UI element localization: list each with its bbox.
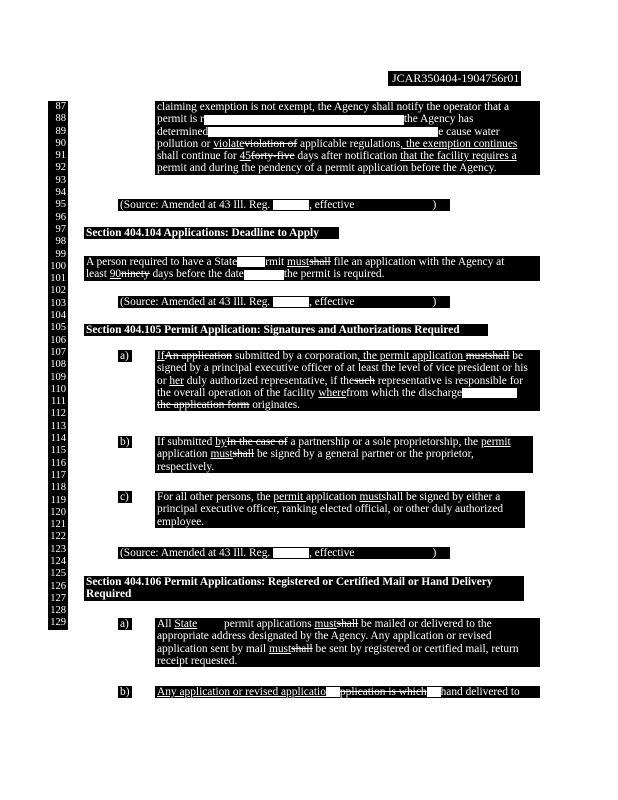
line-number: 122	[50, 531, 66, 543]
line-number: 121	[50, 519, 66, 531]
line-number: 98	[55, 236, 66, 248]
line-number: 117	[50, 469, 66, 481]
line-number: 95	[55, 199, 66, 211]
source-note-1: (Source: Amended at 43 Ill. Reg. , effective )	[118, 199, 450, 211]
line-number: 116	[50, 457, 66, 469]
line-number: 123	[50, 543, 66, 555]
line-number: 129	[50, 617, 66, 629]
subsection-a-label-106: a)	[118, 618, 132, 630]
other-persons-signature-paragraph: For all other persons, the permit application mustshall be signed by either a principal executive officer, ranking elected official, or other duly authorized employee.	[155, 491, 525, 528]
line-number: 112	[50, 408, 66, 420]
source-note-3: (Source: Amended at 43 Ill. Reg. , effective )	[118, 547, 450, 559]
line-number: 87	[55, 101, 66, 112]
source-note-2: (Source: Amended at 43 Ill. Reg. , effective )	[118, 296, 450, 308]
exemption-paragraph: claiming exemption is not exempt, the Agency shall notify the operator that a permit is r the Agency has determined e cause water pollution or violateviolation of applicable regulations, the exemption continues shall continue for 45forty-five days after notification that the facility requires a permit and during the pendency of a permit application before the Agency.	[155, 101, 540, 175]
subsection-b-label: b)	[118, 436, 132, 448]
line-number: 105	[50, 322, 66, 334]
line-number: 102	[50, 285, 66, 297]
section-404-105-heading: Section 404.105 Permit Application: Signatures and Authorizations Required	[84, 324, 488, 336]
line-number: 111	[51, 396, 66, 408]
line-number: 91	[55, 150, 66, 162]
section-404-106-heading: Section 404.106 Permit Applications: Registered or Certified Mail or Hand Delivery Required	[84, 576, 524, 601]
line-number: 124	[50, 555, 66, 567]
subsection-a-label: a)	[118, 350, 132, 362]
line-number: 104	[50, 310, 66, 322]
line-number: 109	[50, 371, 66, 383]
line-number: 106	[50, 334, 66, 346]
line-number: 114	[50, 433, 66, 445]
document-id: JCAR350404-1904756r01	[388, 71, 521, 86]
line-number: 120	[50, 506, 66, 518]
section-404-104-heading: Section 404.104 Applications: Deadline to Apply	[84, 227, 339, 239]
line-number: 93	[55, 174, 66, 186]
line-number: 99	[55, 248, 66, 260]
line-number: 103	[50, 297, 66, 309]
partnership-signature-paragraph: If submitted byIn the case of a partnership or a sole proprietorship, the permit application mustshall be signed by a general partner or the proprietor, respectively.	[155, 436, 533, 473]
line-number: 115	[50, 445, 66, 457]
line-number: 108	[50, 359, 66, 371]
line-number: 88	[55, 113, 66, 125]
line-number: 100	[50, 260, 66, 272]
subsection-c-label: c)	[118, 491, 132, 503]
line-number: 92	[55, 162, 66, 174]
subsection-b-label-106: b)	[118, 686, 132, 698]
line-number: 89	[55, 125, 66, 137]
line-number: 107	[50, 346, 66, 358]
line-number: 118	[50, 482, 66, 494]
hand-delivery-line: Any application or revised applicatio pplication is which hand delivered to	[155, 686, 540, 698]
line-number: 128	[50, 605, 66, 617]
line-number: 126	[50, 580, 66, 592]
deadline-paragraph: A person required to have a State rmit mustshall file an application with the Agency at least 90ninety days before the date the permit is required.	[84, 256, 540, 281]
line-number: 90	[55, 137, 66, 149]
line-number: 125	[50, 568, 66, 580]
mail-delivery-paragraph: All State permit applications mustshall be mailed or delivered to the appropriate address designated by the Agency. Any application or revised application sent by mail mustshall be sent by registered or certified mail, return receipt requested.	[155, 618, 540, 667]
line-number: 101	[50, 273, 66, 285]
corporation-signature-paragraph: IfAn application submitted by a corporation, the permit application mustshall be signed by a principal executive officer of at least the level of vice president or his or her duly authorized representative, if thesuch representative is responsible for the overall operation of the facility wherefrom which the discharge the application form originates.	[155, 350, 540, 411]
line-number: 127	[50, 592, 66, 604]
line-number: 110	[50, 383, 66, 395]
line-number-column	[48, 101, 68, 630]
line-number: 94	[55, 187, 66, 199]
line-number: 96	[55, 211, 66, 223]
line-number: 113	[50, 420, 66, 432]
line-number: 119	[50, 494, 66, 506]
line-number: 97	[55, 223, 66, 235]
